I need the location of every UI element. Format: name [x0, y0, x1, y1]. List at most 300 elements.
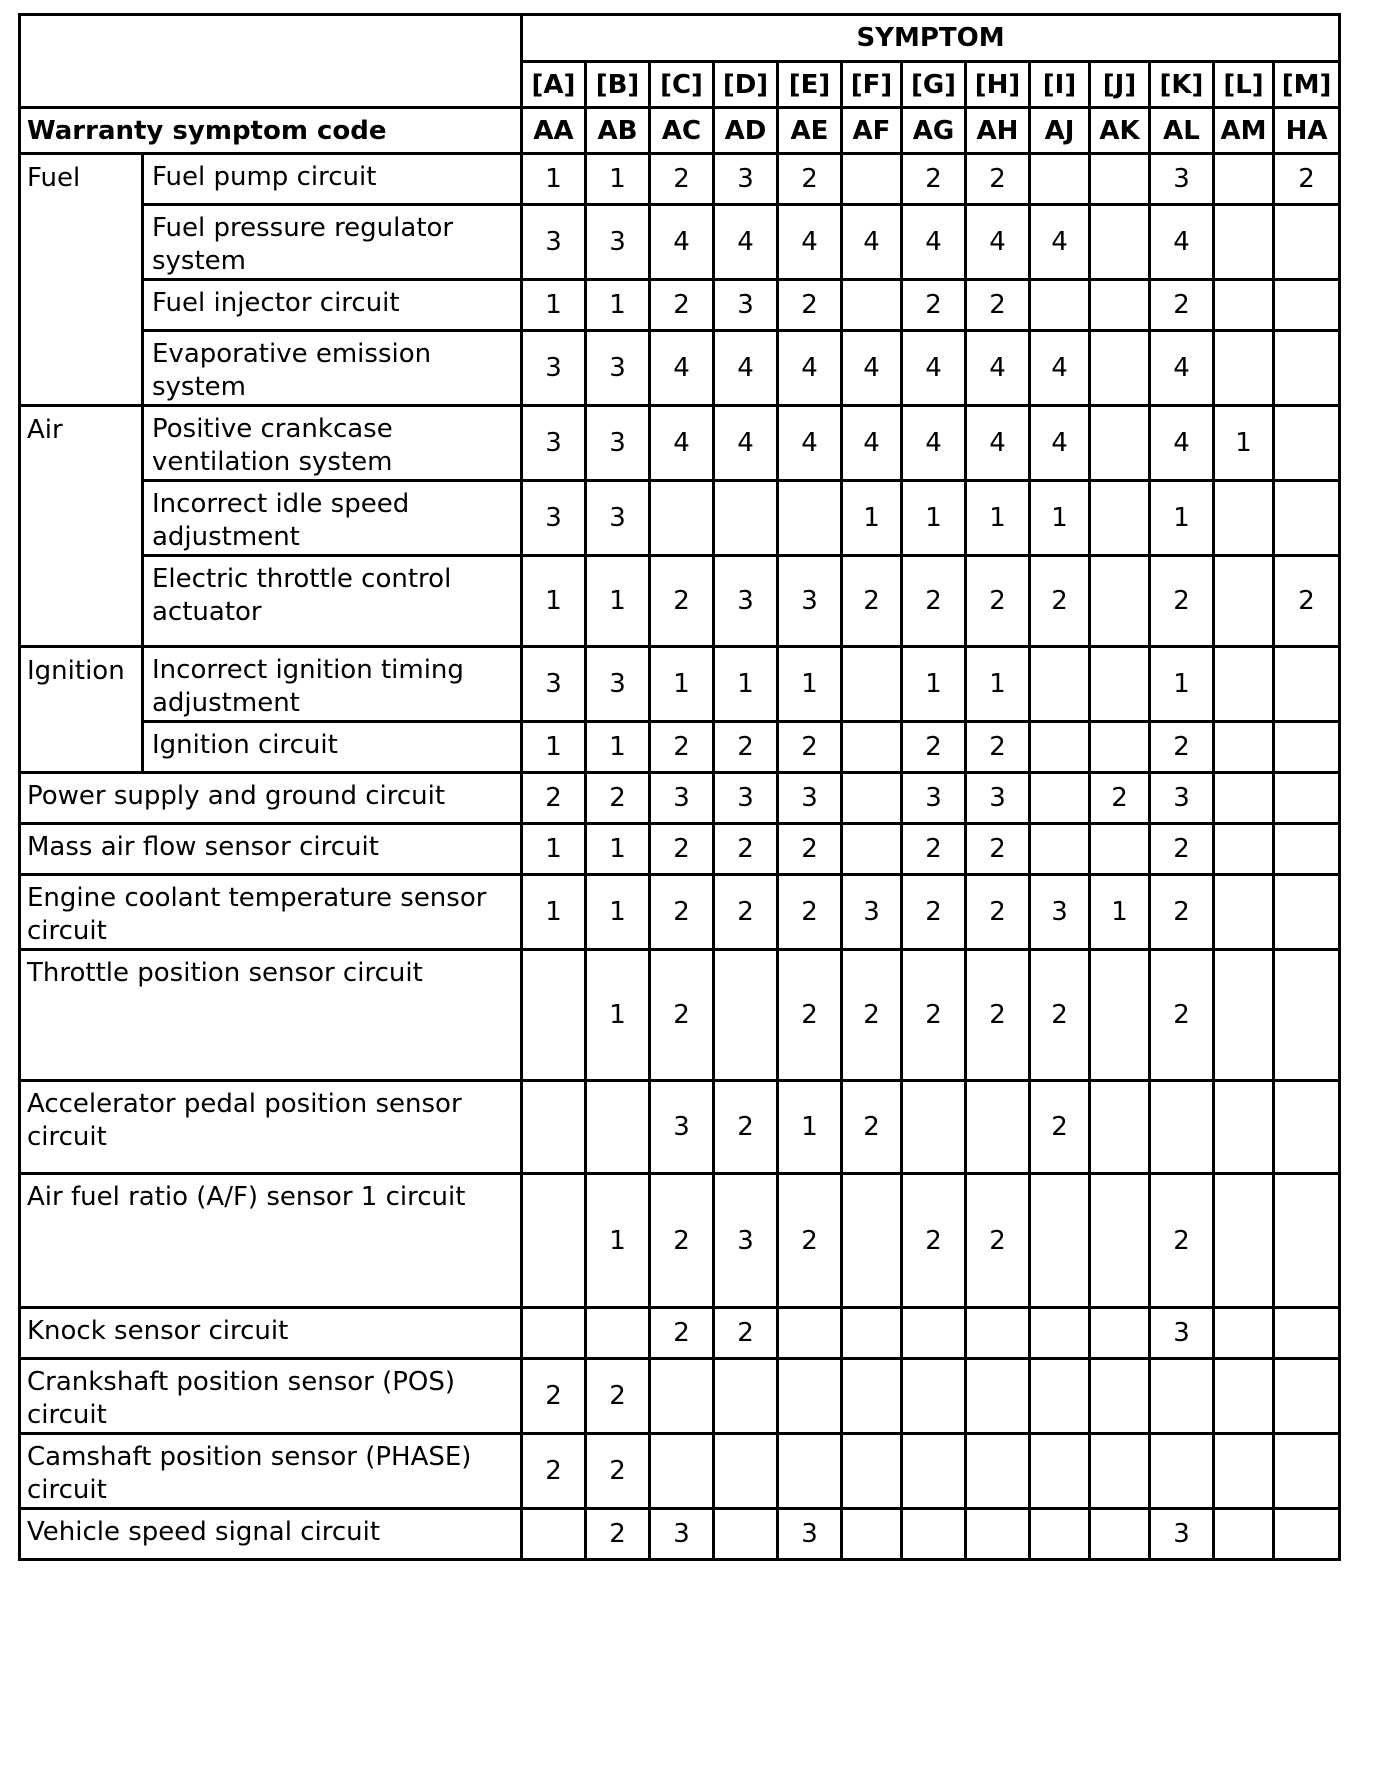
value-cell: 2 [902, 875, 966, 950]
value-cell: 4 [842, 331, 902, 406]
value-cell [1090, 1509, 1150, 1560]
value-cell: 3 [586, 406, 650, 481]
symptom-letter-cell: [D] [714, 62, 778, 108]
value-cell: 1 [1030, 481, 1090, 556]
value-cell: 3 [778, 1509, 842, 1560]
value-cell: 2 [586, 1434, 650, 1509]
value-cell [650, 481, 714, 556]
value-cell [1214, 950, 1274, 1081]
warranty-code-cell: AD [714, 108, 778, 154]
row-label: Electric throttle control actuator [143, 556, 522, 647]
value-cell: 2 [902, 824, 966, 875]
value-cell [842, 824, 902, 875]
value-cell [1214, 154, 1274, 205]
value-cell: 2 [778, 722, 842, 773]
value-cell: 2 [1030, 950, 1090, 1081]
value-cell: 1 [586, 950, 650, 1081]
value-cell [966, 1509, 1030, 1560]
value-cell: 3 [1150, 154, 1214, 205]
value-cell [1274, 1081, 1340, 1174]
value-cell [522, 1509, 586, 1560]
value-cell [842, 1174, 902, 1308]
row-label: Positive crankcase ventilation system [143, 406, 522, 481]
value-cell: 4 [1030, 205, 1090, 280]
value-cell: 2 [586, 773, 650, 824]
row-label: Fuel pump circuit [143, 154, 522, 205]
value-cell: 2 [650, 722, 714, 773]
value-cell: 3 [778, 556, 842, 647]
category-air: Air [20, 406, 143, 647]
table-row [20, 1308, 1340, 1359]
symptom-letter-cell: [J] [1090, 62, 1150, 108]
value-cell: 2 [714, 1308, 778, 1359]
value-cell: 2 [1150, 950, 1214, 1081]
symptom-letter-cell: [K] [1150, 62, 1214, 108]
value-cell [1214, 647, 1274, 722]
value-cell [1214, 1359, 1274, 1434]
row-label: Power supply and ground circuit [20, 773, 522, 824]
table-row [20, 1509, 1340, 1560]
table-row [20, 481, 1340, 556]
value-cell [1030, 824, 1090, 875]
table-row [20, 875, 1340, 950]
value-cell: 2 [522, 773, 586, 824]
symptom-letter-cell: [L] [1214, 62, 1274, 108]
value-cell: 4 [966, 331, 1030, 406]
value-cell [714, 950, 778, 1081]
value-cell: 4 [714, 331, 778, 406]
value-cell [1214, 556, 1274, 647]
value-cell: 4 [902, 331, 966, 406]
warranty-code-cell: AA [522, 108, 586, 154]
category-fuel: Fuel [20, 154, 143, 406]
warranty-code-cell: HA [1274, 108, 1340, 154]
value-cell: 4 [902, 406, 966, 481]
value-cell: 2 [714, 722, 778, 773]
value-cell [1214, 773, 1274, 824]
warranty-code-cell: AK [1090, 108, 1150, 154]
value-cell [1214, 1174, 1274, 1308]
value-cell [1090, 950, 1150, 1081]
value-cell: 2 [966, 1174, 1030, 1308]
symptom-letter-cell: [G] [902, 62, 966, 108]
value-cell: 3 [586, 331, 650, 406]
value-cell: 1 [586, 556, 650, 647]
matrix-body [20, 15, 1340, 1560]
value-cell: 1 [522, 556, 586, 647]
value-cell: 1 [522, 824, 586, 875]
value-cell: 4 [966, 406, 1030, 481]
value-cell: 1 [1150, 647, 1214, 722]
table-row [20, 1174, 1340, 1308]
table-row [20, 722, 1340, 773]
value-cell: 3 [650, 1509, 714, 1560]
value-cell: 2 [902, 154, 966, 205]
value-cell: 2 [966, 824, 1030, 875]
value-cell [778, 1308, 842, 1359]
value-cell [902, 1308, 966, 1359]
table-row [20, 1359, 1340, 1434]
value-cell [1274, 647, 1340, 722]
value-cell [1274, 875, 1340, 950]
value-cell [1214, 1509, 1274, 1560]
value-cell [1090, 1308, 1150, 1359]
value-cell: 1 [778, 1081, 842, 1174]
value-cell: 2 [586, 1509, 650, 1560]
value-cell: 1 [586, 875, 650, 950]
value-cell [842, 1359, 902, 1434]
value-cell: 2 [778, 875, 842, 950]
value-cell: 3 [842, 875, 902, 950]
value-cell [1030, 1174, 1090, 1308]
value-cell [966, 1434, 1030, 1509]
value-cell [1274, 773, 1340, 824]
value-cell: 1 [902, 481, 966, 556]
value-cell [1090, 824, 1150, 875]
value-cell [1090, 481, 1150, 556]
table-row [20, 406, 1340, 481]
table-row [20, 1081, 1340, 1174]
value-cell [1214, 331, 1274, 406]
symptom-title-row [20, 15, 1340, 62]
value-cell: 1 [522, 722, 586, 773]
value-cell [1030, 773, 1090, 824]
value-cell: 3 [714, 556, 778, 647]
value-cell [1150, 1359, 1214, 1434]
value-cell: 2 [842, 1081, 902, 1174]
value-cell [714, 481, 778, 556]
table-row [20, 1434, 1340, 1509]
value-cell [586, 1308, 650, 1359]
value-cell [1274, 722, 1340, 773]
row-label: Camshaft position sensor (PHASE) circuit [20, 1434, 522, 1509]
blank-corner-cell [20, 15, 522, 108]
value-cell: 2 [902, 280, 966, 331]
value-cell [1214, 875, 1274, 950]
value-cell [1150, 1434, 1214, 1509]
value-cell: 1 [714, 647, 778, 722]
warranty-code-cell: AC [650, 108, 714, 154]
value-cell: 2 [650, 280, 714, 331]
value-cell [842, 154, 902, 205]
diagnosis-matrix-table [18, 13, 1341, 1561]
value-cell: 2 [966, 556, 1030, 647]
value-cell [1030, 722, 1090, 773]
value-cell: 2 [778, 950, 842, 1081]
value-cell [842, 773, 902, 824]
row-label: Ignition circuit [143, 722, 522, 773]
table-row [20, 280, 1340, 331]
value-cell: 1 [1090, 875, 1150, 950]
value-cell: 2 [650, 1174, 714, 1308]
value-cell: 3 [650, 1081, 714, 1174]
value-cell [1274, 205, 1340, 280]
value-cell: 3 [522, 331, 586, 406]
value-cell [1214, 1434, 1274, 1509]
value-cell [522, 1308, 586, 1359]
value-cell [522, 1174, 586, 1308]
value-cell [522, 1081, 586, 1174]
value-cell [902, 1509, 966, 1560]
value-cell: 4 [650, 406, 714, 481]
warranty-code-cell: AF [842, 108, 902, 154]
value-cell: 4 [1150, 406, 1214, 481]
row-label: Crankshaft position sensor (POS) circuit [20, 1359, 522, 1434]
row-label: Fuel injector circuit [143, 280, 522, 331]
value-cell [586, 1081, 650, 1174]
value-cell [1214, 481, 1274, 556]
value-cell: 2 [650, 950, 714, 1081]
value-cell [1090, 647, 1150, 722]
warranty-code-cell: AM [1214, 108, 1274, 154]
value-cell [1214, 280, 1274, 331]
value-cell: 2 [842, 950, 902, 1081]
table-row [20, 950, 1340, 1081]
value-cell: 3 [522, 647, 586, 722]
value-cell: 3 [714, 154, 778, 205]
value-cell [778, 1434, 842, 1509]
row-label: Evaporative emission system [143, 331, 522, 406]
value-cell: 2 [1030, 556, 1090, 647]
value-cell [522, 950, 586, 1081]
value-cell [1274, 280, 1340, 331]
value-cell [650, 1434, 714, 1509]
value-cell: 2 [966, 875, 1030, 950]
value-cell: 1 [650, 647, 714, 722]
value-cell [966, 1081, 1030, 1174]
value-cell [1214, 824, 1274, 875]
value-cell: 2 [1150, 875, 1214, 950]
value-cell: 2 [586, 1359, 650, 1434]
value-cell: 4 [778, 406, 842, 481]
value-cell: 4 [1030, 406, 1090, 481]
value-cell [714, 1434, 778, 1509]
value-cell: 2 [650, 556, 714, 647]
value-cell: 4 [842, 406, 902, 481]
value-cell: 2 [778, 280, 842, 331]
value-cell: 3 [902, 773, 966, 824]
value-cell: 1 [778, 647, 842, 722]
value-cell: 2 [966, 280, 1030, 331]
value-cell: 2 [778, 154, 842, 205]
value-cell: 1 [902, 647, 966, 722]
value-cell: 2 [714, 875, 778, 950]
value-cell [1090, 280, 1150, 331]
value-cell: 4 [1030, 331, 1090, 406]
value-cell [1274, 481, 1340, 556]
value-cell: 2 [1150, 556, 1214, 647]
value-cell: 1 [966, 647, 1030, 722]
value-cell: 4 [842, 205, 902, 280]
value-cell [1150, 1081, 1214, 1174]
value-cell: 2 [714, 1081, 778, 1174]
value-cell: 1 [522, 280, 586, 331]
value-cell: 2 [902, 722, 966, 773]
value-cell: 2 [650, 824, 714, 875]
row-label: Incorrect idle speed adjustment [143, 481, 522, 556]
value-cell [1030, 280, 1090, 331]
value-cell: 2 [966, 154, 1030, 205]
symptom-letter-cell: [I] [1030, 62, 1090, 108]
value-cell [842, 1434, 902, 1509]
symptom-letter-cell: [E] [778, 62, 842, 108]
value-cell: 4 [650, 331, 714, 406]
value-cell [966, 1308, 1030, 1359]
warranty-code-cell: AE [778, 108, 842, 154]
symptom-letter-cell: [H] [966, 62, 1030, 108]
row-label: Vehicle speed signal circuit [20, 1509, 522, 1560]
value-cell: 1 [586, 1174, 650, 1308]
value-cell: 2 [1030, 1081, 1090, 1174]
value-cell [1090, 1434, 1150, 1509]
value-cell [1274, 331, 1340, 406]
row-label: Mass air flow sensor circuit [20, 824, 522, 875]
table-row [20, 154, 1340, 205]
value-cell [1274, 1359, 1340, 1434]
value-cell [1030, 1308, 1090, 1359]
row-label: Fuel pressure regulator system [143, 205, 522, 280]
value-cell [1030, 1434, 1090, 1509]
value-cell: 2 [966, 722, 1030, 773]
value-cell [1090, 331, 1150, 406]
symptom-letter-cell: [A] [522, 62, 586, 108]
value-cell: 2 [966, 950, 1030, 1081]
value-cell: 2 [522, 1434, 586, 1509]
value-cell [1090, 205, 1150, 280]
symptom-letter-cell: [C] [650, 62, 714, 108]
value-cell [1274, 1174, 1340, 1308]
symptom-letter-cell: [B] [586, 62, 650, 108]
value-cell [1030, 1359, 1090, 1434]
value-cell [1214, 722, 1274, 773]
value-cell [1214, 1308, 1274, 1359]
row-label: Accelerator pedal position sensor circuit [20, 1081, 522, 1174]
value-cell [902, 1434, 966, 1509]
value-cell: 2 [778, 1174, 842, 1308]
value-cell [1274, 1434, 1340, 1509]
value-cell: 1 [522, 875, 586, 950]
value-cell [902, 1081, 966, 1174]
value-cell: 1 [966, 481, 1030, 556]
table-row [20, 331, 1340, 406]
table-row [20, 647, 1340, 722]
value-cell: 2 [1150, 280, 1214, 331]
value-cell: 2 [1274, 556, 1340, 647]
value-cell: 3 [966, 773, 1030, 824]
value-cell [842, 647, 902, 722]
value-cell [1030, 154, 1090, 205]
value-cell [714, 1509, 778, 1560]
table-row [20, 205, 1340, 280]
value-cell [842, 1509, 902, 1560]
value-cell: 2 [650, 875, 714, 950]
value-cell: 3 [522, 406, 586, 481]
value-cell [1030, 647, 1090, 722]
value-cell: 3 [714, 773, 778, 824]
value-cell: 1 [522, 154, 586, 205]
value-cell: 2 [902, 556, 966, 647]
value-cell [842, 722, 902, 773]
value-cell: 1 [842, 481, 902, 556]
value-cell: 1 [1150, 481, 1214, 556]
value-cell: 1 [586, 722, 650, 773]
table-row [20, 824, 1340, 875]
value-cell [1030, 1509, 1090, 1560]
warranty-code-cell: AJ [1030, 108, 1090, 154]
value-cell [1274, 1308, 1340, 1359]
value-cell: 3 [586, 647, 650, 722]
value-cell: 2 [902, 1174, 966, 1308]
value-cell: 4 [966, 205, 1030, 280]
value-cell [1090, 722, 1150, 773]
value-cell [1274, 1509, 1340, 1560]
value-cell: 3 [1150, 773, 1214, 824]
value-cell [842, 280, 902, 331]
value-cell: 2 [778, 824, 842, 875]
warranty-code-label: Warranty symptom code [20, 108, 522, 154]
value-cell: 3 [1030, 875, 1090, 950]
symptom-title: SYMPTOM [522, 15, 1340, 62]
value-cell: 3 [586, 205, 650, 280]
value-cell: 2 [714, 824, 778, 875]
value-cell: 2 [902, 950, 966, 1081]
value-cell: 3 [714, 1174, 778, 1308]
value-cell: 4 [778, 205, 842, 280]
table-row [20, 773, 1340, 824]
value-cell: 3 [714, 280, 778, 331]
value-cell: 3 [650, 773, 714, 824]
value-cell [714, 1359, 778, 1434]
warranty-code-cell: AG [902, 108, 966, 154]
table-row [20, 556, 1340, 647]
value-cell [1090, 1081, 1150, 1174]
warranty-code-cell: AH [966, 108, 1030, 154]
value-cell: 2 [522, 1359, 586, 1434]
value-cell: 3 [522, 481, 586, 556]
value-cell: 1 [1214, 406, 1274, 481]
value-cell: 2 [1150, 824, 1214, 875]
symptom-letter-cell: [M] [1274, 62, 1340, 108]
symptom-letter-cell: [F] [842, 62, 902, 108]
value-cell [902, 1359, 966, 1434]
warranty-code-row [20, 108, 1340, 154]
value-cell: 3 [586, 481, 650, 556]
value-cell: 3 [1150, 1308, 1214, 1359]
value-cell: 4 [1150, 205, 1214, 280]
value-cell [778, 1359, 842, 1434]
value-cell [1274, 950, 1340, 1081]
value-cell: 2 [1150, 722, 1214, 773]
row-label: Throttle position sensor circuit [20, 950, 522, 1081]
value-cell: 2 [650, 1308, 714, 1359]
value-cell [1214, 1081, 1274, 1174]
value-cell: 2 [842, 556, 902, 647]
value-cell [842, 1308, 902, 1359]
value-cell: 4 [714, 406, 778, 481]
row-label: Air fuel ratio (A/F) sensor 1 circuit [20, 1174, 522, 1308]
value-cell: 4 [778, 331, 842, 406]
value-cell [1090, 1359, 1150, 1434]
value-cell [1090, 154, 1150, 205]
value-cell [1274, 406, 1340, 481]
value-cell [1274, 824, 1340, 875]
value-cell: 2 [1150, 1174, 1214, 1308]
warranty-code-cell: AL [1150, 108, 1214, 154]
value-cell: 3 [1150, 1509, 1214, 1560]
row-label: Engine coolant temperature sensor circuit [20, 875, 522, 950]
row-label: Incorrect ignition timing adjustment [143, 647, 522, 722]
value-cell: 1 [586, 280, 650, 331]
